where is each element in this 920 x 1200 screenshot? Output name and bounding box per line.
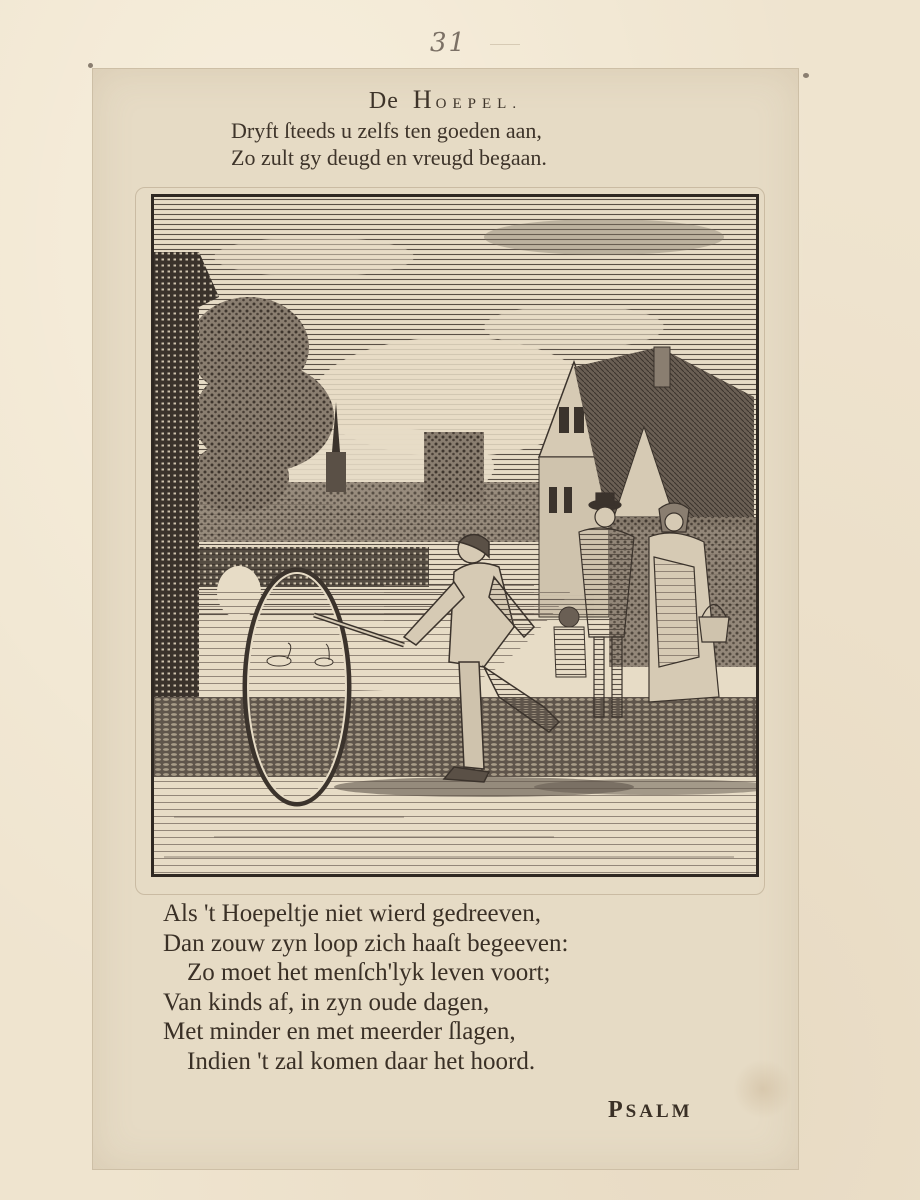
verse-line: Dan zouw zyn loop zich haaſt begeeven: xyxy=(163,929,569,957)
mounting-mark xyxy=(803,73,809,78)
pencil-mark xyxy=(490,44,520,45)
verse xyxy=(163,899,568,1076)
verse-line: Indien 't zal komen daar het hoord. xyxy=(187,1047,536,1075)
verse-line: Van kinds af, in zyn oude dagen, xyxy=(163,988,490,1016)
title-rest: OEPEL. xyxy=(435,96,523,112)
motto-line: Zo zult gy deugd en vreugd begaan. xyxy=(231,145,547,170)
verse-line: Met minder en met meerder ſlagen, xyxy=(163,1018,516,1045)
motto-line: Dryft ſteeds u zelfs ten goeden aan, xyxy=(231,118,542,143)
catchword-initial: P xyxy=(608,1097,626,1123)
motto xyxy=(231,117,547,171)
print-sheet xyxy=(92,68,799,1170)
title-prefix: De xyxy=(368,88,399,114)
verse-line: Als 't Hoepeltje niet wierd gedreeven, xyxy=(163,900,541,927)
foxing-stain xyxy=(733,1059,793,1119)
catchword-rest: SALM xyxy=(625,1101,693,1122)
print-title xyxy=(93,85,798,115)
engraving-image xyxy=(151,194,759,877)
title-initial: H xyxy=(412,85,436,114)
verse-line: Zo moet het menſch'lyk leven voort; xyxy=(187,959,551,986)
folio-number: 31 xyxy=(430,28,468,58)
catchword xyxy=(608,1097,693,1124)
